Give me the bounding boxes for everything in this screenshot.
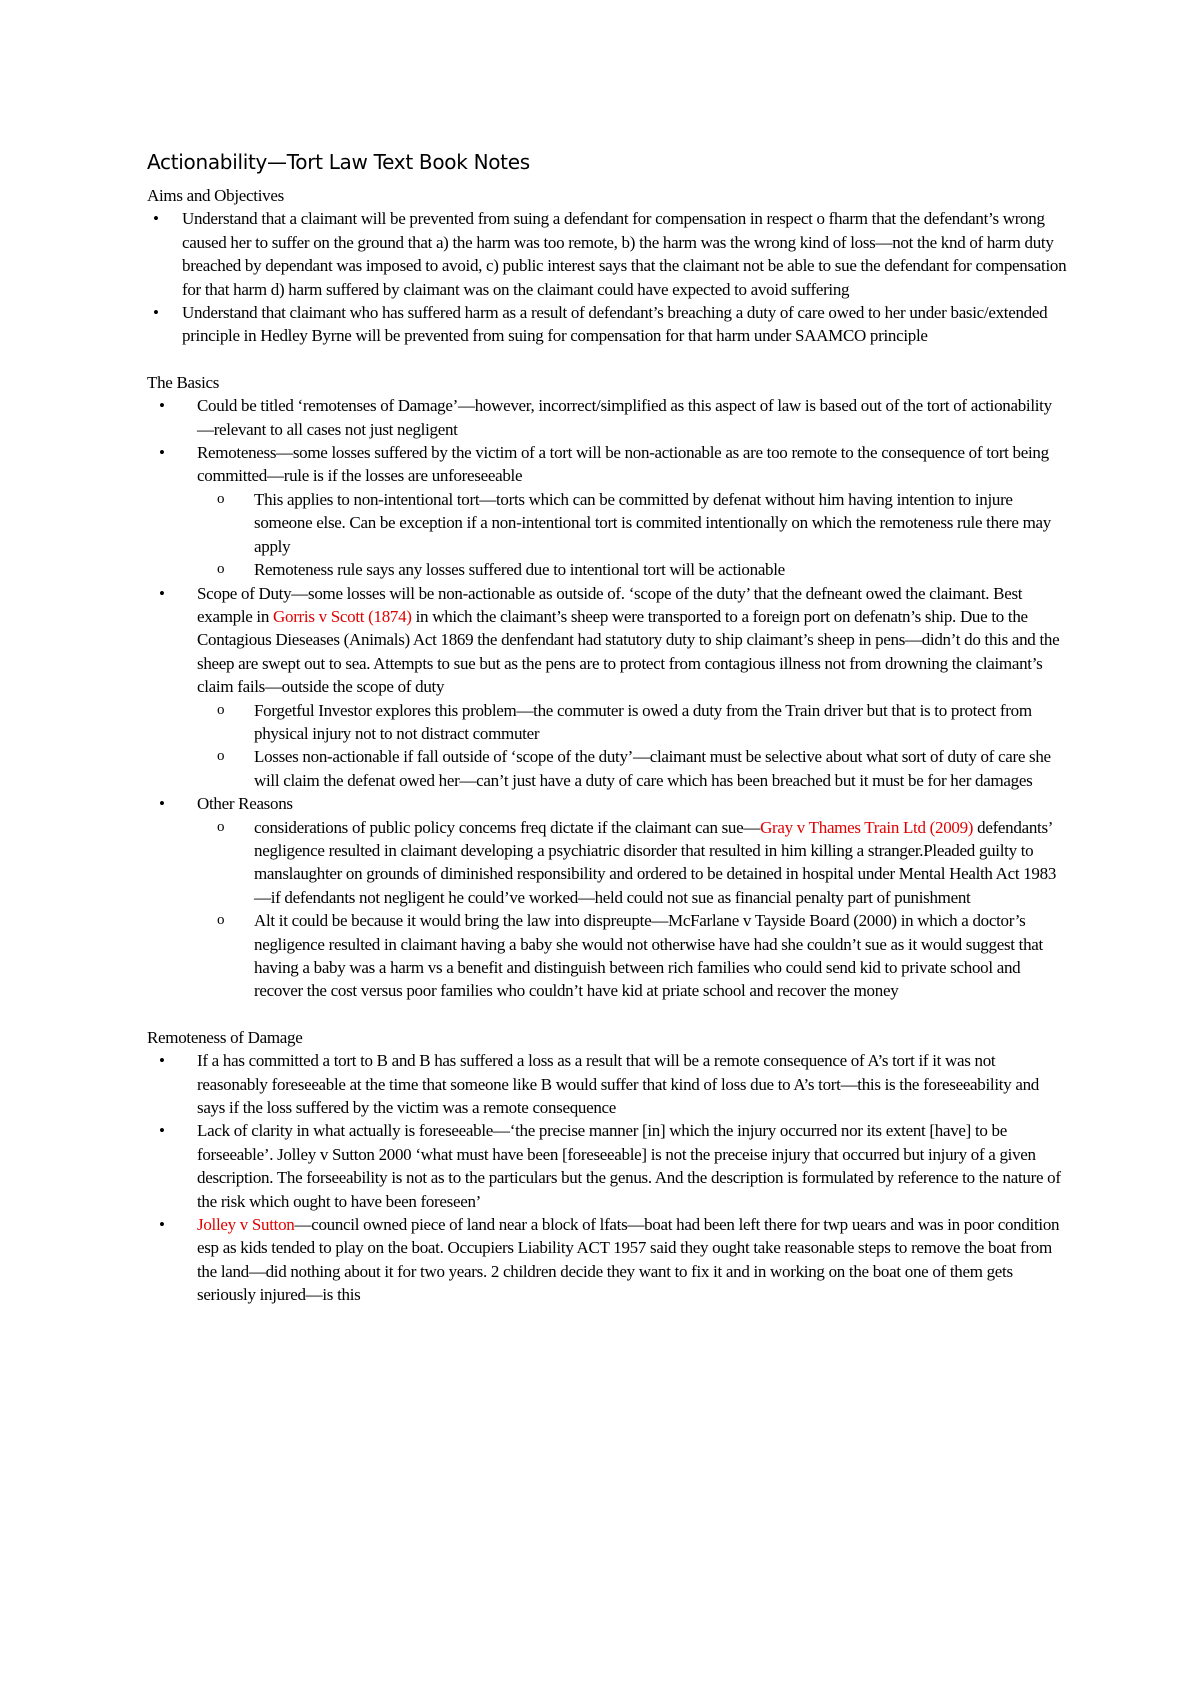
sub-list [197, 488, 1067, 582]
list-item-text: in which the claimant’s sheep were transported to a foreign port on defenatn’s ship. Due to the Contagious Dieseases (Animals) Act 1869 the denfendant had statutory duty to ship claimant’s sheep in pens—didn’t do this and the sheep are swept out to sea. Attempts to sue but as the pens are to protect from contagious illness not from drowning the claimant’s claim fails—outside the scope of duty [197, 606, 1060, 697]
sub-list-item [197, 816, 1067, 910]
sub-list [197, 699, 1067, 793]
sub-list-item: o Forgetful Investor explores this problem—the commuter is owed a duty from the Train driver but that is to protect from physical injury not to not distract commuter [197, 699, 1067, 746]
case-citation: Jolley v Sutton [197, 1215, 295, 1235]
list-item [147, 792, 1067, 1003]
list-item-text: considerations of public policy concems freq dictate if the claimant can sue— [254, 817, 761, 837]
list-item: • Understand that a claimant will be prevented from suing a defendant for compensation in respect o fharm that the defendant’s wrong caused her to suffer on the ground that a) the harm was too remote, b) the harm was the wrong kind of loss—not the knd of harm duty breached by dependant was imposed to avoid, c) public interest says that the claimant not be able to sue the defendant for compensation for that harm d) harm suffered by claimant was on the claimant could have expected to avoid suffering [147, 207, 1067, 301]
list-item: • Lack of clarity in what actually is foreseeable—‘the precise manner [in] which the injury occurred nor its extent [have] to be forseeable’. Jolley v Sutton 2000 ‘what must have been [foreseeable] is not the preceise injury that occurred but injury of a given description. The forseeability is not as to the particulars but the genus. And the description is formulated by reference to the nature of the risk which ought to have been foreseen’ [147, 1119, 1067, 1213]
list-item-text: defendants’ negligence resulted in claimant developing a psychiatric disorder that resulted in him killing a stranger.Pleaded guilty to manslaughter on grounds of diminished responsibility and ordered to be detained in hospital under Mental Health Act 1983—if defendants not negligent he could’ve worked—held could not sue as financial penalty part of punishment [254, 817, 1057, 907]
list-item [147, 1213, 1067, 1307]
list-item-text: Scope of Duty—some losses will be non-actionable as outside of. ‘scope of the duty’ that the defneant owed the claimant. Best example in [197, 583, 1023, 626]
section-heading-remoteness: Remoteness of Damage [147, 1027, 303, 1047]
case-citation: Gorris v Scott (1874) [273, 606, 412, 626]
document-body [147, 148, 1067, 1307]
sub-list-item: o Remoteness rule says any losses suffered due to intentional tort will be actionable [197, 558, 1067, 581]
list-item-text: Remoteness—some losses suffered by the victim of a tort will be non-actionable as are too remote to the consequence of tort being committed—rule is if the losses are unforeseeable [197, 443, 1049, 486]
case-citation: Gray v Thames Train Ltd (2009) [760, 817, 974, 837]
list-item-text: Other Reasons [197, 794, 293, 814]
sub-list-item: o This applies to non-intentional tort—torts which can be committed by defenat without him having intention to injure someone else. Can be exception if a non-intentional tort is commited intentionally on which the remoteness rule there may apply [197, 488, 1067, 558]
sub-list [197, 816, 1067, 1003]
section-heading-basics: The Basics [147, 372, 220, 392]
list-item: • Could be titled ‘remotenses of Damage’—however, incorrect/simplified as this aspect of law is based out of the tort of actionability—relevant to all cases not just negligent [147, 394, 1067, 441]
list-item: • Understand that claimant who has suffered harm as a result of defendant’s breaching a duty of care owed to her under basic/extended principle in Hedley Byrne will be prevented from suing for compensation for that harm under SAAMCO principle [147, 301, 1067, 348]
list-item [147, 441, 1067, 581]
basics-list [147, 394, 1067, 1003]
list-item: • If a has committed a tort to B and B has suffered a loss as a result that will be a remote consequence of A’s tort if it was not reasonably foreseeable at the time that someone like B would suffer that kind of loss due to A’s tort—this is the foreseeability and says if the loss suffered by the victim was a remote consequence [147, 1049, 1067, 1119]
list-item-text: —council owned piece of land near a block of lfats—boat had been left there for twp uears and was in poor condition esp as kids tended to play on the boat. Occupiers Liability ACT 1957 said they ought take reasonable steps to remove the boat from the land—did nothing about it for two years. 2 children decide they want to fix it and in working on the boat one of them gets seriously injured—is this [197, 1215, 1060, 1305]
section-heading-aims: Aims and Objectives [147, 186, 284, 205]
list-item [147, 582, 1067, 793]
sub-list-item: o Alt it could be because it would bring the law into dispreupte—McFarlane v Tayside Board (2000) in which a doctor’s negligence resulted in claimant having a baby she would not otherwise have had she couldn’t sue as it would suggest that having a baby was a harm vs a benefit and distinguish between rich families who could send kid to private school and recover the cost versus poor families who couldn’t have kid at priate school and recover the money [197, 909, 1067, 1003]
document-title: Actionability—Tort Law Text Book Notes [147, 150, 530, 174]
sub-list-item: o Losses non-actionable if fall outside of ‘scope of the duty’—claimant must be selective about what sort of duty of care she will claim the defenat owed her—can’t just have a duty of care which has been breached but it must be for her damages [197, 745, 1067, 792]
aims-list [147, 207, 1067, 347]
remoteness-list [147, 1049, 1067, 1306]
